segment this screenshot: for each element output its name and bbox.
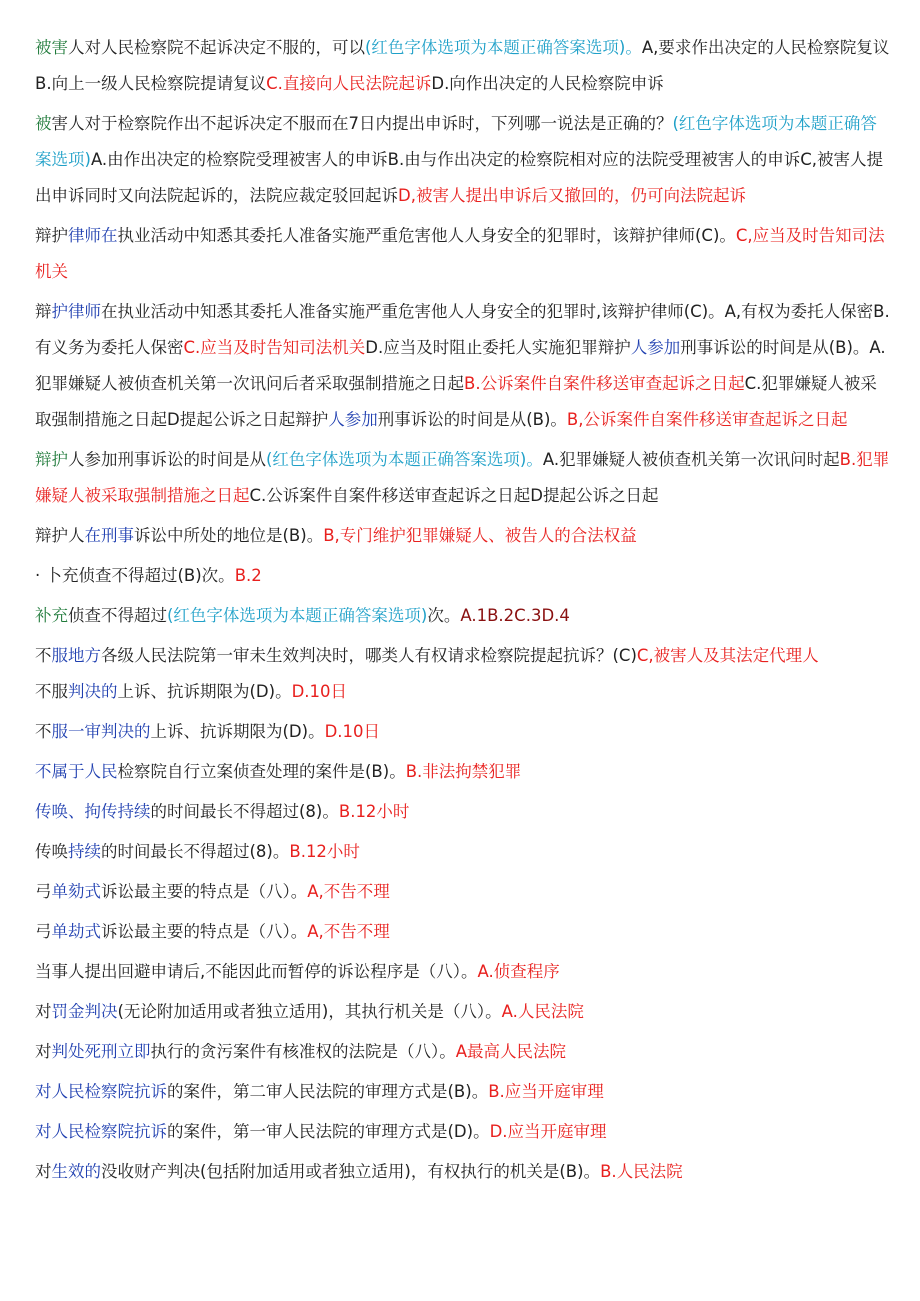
- answer-text: A.人民法院: [501, 1002, 584, 1021]
- q-supplement-1: [35, 558, 893, 594]
- question-text: 辩护: [35, 226, 68, 245]
- question-text: 判处死刑立即: [51, 1042, 151, 1061]
- question-text: 传唤: [35, 842, 68, 861]
- question-text: 没收财产判决(包括附加适用或者独立适用)，有权执行的机关是(B)。: [101, 1162, 601, 1181]
- answer-text: B.人民法院: [600, 1162, 683, 1181]
- document-body: [35, 30, 893, 1190]
- question-text: 次。: [427, 606, 461, 625]
- answer-text: B.2: [234, 566, 262, 585]
- answer-text: B,公诉案件自案件移送审查起诉之日起: [566, 410, 848, 429]
- question-text: 律师在: [68, 226, 118, 245]
- q-death-penalty: [35, 1034, 893, 1070]
- question-text: 诉讼中所处的地位是(B)。: [134, 526, 324, 545]
- question-text: 传唤、拘传持续: [35, 802, 151, 821]
- answer-text: B.12小时: [289, 842, 360, 861]
- question-text: A.由作出决定的检察院受理被害人的申诉B.由与作出决定的检察院相对应的法院受理被害人的申诉C,被害人提出申诉同时又向法院起诉的，法院应裁定驳回起诉: [35, 150, 884, 205]
- question-text: 的案件，第一审人民法院的审理方式是(D)。: [167, 1122, 490, 1141]
- question-text: 在刑事: [84, 526, 134, 545]
- q-appeal-period-2: [35, 714, 893, 750]
- hint-text: (红色字体选项为本题正确答案选项): [167, 606, 428, 625]
- question-text: 刑事诉讼的时间是从(B)。A.犯罪嫌疑人被侦查机关第一次讯问后者采取强制措施之日起: [35, 338, 886, 393]
- q-procuratorate-protest-2nd: [35, 1074, 893, 1110]
- question-text: 辩护人: [35, 526, 85, 545]
- question-text: 诉讼最主要的特点是（八）。: [101, 882, 308, 901]
- question-text: 侦查不得超过: [68, 606, 167, 625]
- q-summons-1: [35, 794, 893, 830]
- question-text: 上诉、抗诉期限为(D)。: [150, 722, 325, 741]
- question-text: 对人民检察院抗诉: [35, 1122, 167, 1141]
- question-text: 对: [35, 1162, 52, 1181]
- question-text: 持续: [68, 842, 101, 861]
- q-defender-time: [35, 442, 893, 514]
- answer-text: A最高人民法院: [455, 1042, 567, 1061]
- question-text: 刑事诉讼的时间是从(B)。: [377, 410, 567, 429]
- question-text: 对人民检察院抗诉: [35, 1082, 167, 1101]
- question-text: 上诉、抗诉期限为(D)。: [117, 682, 292, 701]
- question-text: 诉讼最主要的特点是（八）。: [101, 922, 308, 941]
- question-text: 检察院自行立案侦查处理的案件是(B)。: [117, 762, 406, 781]
- question-text: 不: [35, 722, 52, 741]
- answer-text: B,专门维护犯罪嫌疑人、被告人的合法权益: [323, 526, 637, 545]
- question-text: 辩: [35, 302, 52, 321]
- q-appeal-period-1: [35, 674, 893, 710]
- question-text: A.犯罪嫌疑人被侦查机关第一次讯问时起: [542, 450, 840, 469]
- question-text: C.犯罪嫌疑人被采取强制措施之日起D提起公诉之日起辩护: [35, 374, 877, 429]
- answer-text: B.12小时: [338, 802, 410, 821]
- question-text: 不属于人民: [35, 762, 118, 781]
- question-text: 单劾式: [51, 882, 101, 901]
- question-text: 害人对于检察院作出不起诉决定不服而在7日内提出申诉时，下列哪一说法是正确的？: [51, 114, 673, 133]
- answer-text: A,不告不理: [307, 882, 390, 901]
- q-recusal: [35, 954, 893, 990]
- question-text: 的时间最长不得超过(8)。: [150, 802, 339, 821]
- question-text: C.公诉案件自案件移送审查起诉之日起D提起公诉之日起: [249, 486, 659, 505]
- q-impeachment-1: [35, 874, 893, 910]
- q-procuratorate-protest-1st: [35, 1114, 893, 1150]
- answer-text: D.10日: [324, 722, 381, 741]
- question-text: 对: [35, 1002, 52, 1021]
- question-text: 判决的: [68, 682, 118, 701]
- hint-text: (红色字体选项为本题正确答案选项)。: [365, 38, 642, 57]
- question-text: · 卜充侦查不得超过(B)次。: [35, 566, 235, 585]
- question-text: 人参加: [630, 338, 681, 357]
- question-text: 执业活动中知悉其委托人准备实施严重危害他人人身安全的犯罪时，该辩护律师(C)。: [117, 226, 736, 245]
- question-text: 各级人民法院第一审未生效判决时，哪类人有权请求检察院提起抗诉？(C): [101, 646, 637, 665]
- question-text: D.向作出决定的人民检察院申诉: [431, 74, 664, 93]
- answer-text: A,不告不理: [307, 922, 390, 941]
- answer-text: C,被害人及其法定代理人: [636, 646, 819, 665]
- question-text: 服地方: [51, 646, 101, 665]
- q-lawyer-crime-1: [35, 218, 893, 290]
- answer-text: A.侦查程序: [477, 962, 560, 981]
- question-text: 被: [35, 114, 52, 133]
- question-text: 被害: [35, 38, 68, 57]
- question-text: 不服: [35, 682, 68, 701]
- answer-text: D.应当开庭审理: [489, 1122, 607, 1141]
- answer-text: D,被害人提出申诉后又撤回的，仍可向法院起诉: [398, 186, 746, 205]
- answer-text: C.直接向人民法院起诉: [266, 74, 432, 93]
- question-text: (无论附加适用或者独立适用)，其执行机关是（八）。: [117, 1002, 502, 1021]
- q-confiscation: [35, 1154, 893, 1190]
- hint-text: (红色字体选项为本题正确答案选项)。: [266, 450, 543, 469]
- q-protest: [35, 638, 893, 674]
- hint-text: (红色字体选项为本题正确答案选项): [35, 114, 877, 169]
- question-text: 人参加刑事诉讼的时间是从: [68, 450, 266, 469]
- q-defender-status: [35, 518, 893, 554]
- question-text: 护律师: [51, 302, 101, 321]
- question-text: 执行的贪污案件有核准权的法院是（八）。: [150, 1042, 456, 1061]
- question-text: 补充: [35, 606, 68, 625]
- question-text: 不: [35, 646, 52, 665]
- question-text: 的时间最长不得超过(8)。: [101, 842, 290, 861]
- question-text: 人参加: [328, 410, 378, 429]
- question-text: A,要求作出决定的人民检察院复议B.向上一级人民检察院提请复议: [35, 38, 890, 93]
- q-impeachment-2: [35, 914, 893, 950]
- question-text: 单劫式: [51, 922, 101, 941]
- q-summons-2: [35, 834, 893, 870]
- answer-text: B.公诉案件自案件移送审查起诉之日起: [464, 374, 745, 393]
- answer-text: B.非法拘禁犯罪: [405, 762, 522, 781]
- answer-text: C.应当及时告知司法机关: [183, 338, 366, 357]
- question-text: 服一审判决的: [51, 722, 151, 741]
- question-text: 生效的: [51, 1162, 101, 1181]
- q-fine-execution: [35, 994, 893, 1030]
- question-text: 对: [35, 1042, 52, 1061]
- q-lawyer-crime-2: [35, 294, 893, 438]
- question-text: 人对人民检察院不起诉决定不服的，可以: [68, 38, 365, 57]
- q-self-investigation: [35, 754, 893, 790]
- question-text: 弓: [35, 922, 52, 941]
- answer-text: C,应当及时告知司法机关: [35, 226, 885, 281]
- question-text: A.1B.2C.3D.4: [460, 606, 570, 625]
- question-text: 当事人提出回避申请后,不能因此而暂停的诉讼程序是（八）。: [35, 962, 478, 981]
- question-text: 在执业活动中知悉其委托人准备实施严重危害他人人身安全的犯罪时,该辩护律师(C)。A,有权为委托人保密B.有义务为委托人保密: [35, 302, 890, 357]
- question-text: 弓: [35, 882, 52, 901]
- q-victim-appeal-7days: [35, 106, 893, 214]
- question-text: 的案件，第二审人民法院的审理方式是(B)。: [167, 1082, 489, 1101]
- answer-text: D.10日: [291, 682, 348, 701]
- q-victim-non-prosecution: [35, 30, 893, 102]
- answer-text: B.应当开庭审理: [488, 1082, 604, 1101]
- q-supplement-2: [35, 598, 893, 634]
- question-text: 辩护: [35, 450, 68, 469]
- answer-text: B.犯罪嫌疑人被采取强制措施之日起: [35, 450, 890, 505]
- question-text: D.应当及时阻止委托人实施犯罪辩护: [365, 338, 631, 357]
- question-text: 罚金判决: [51, 1002, 118, 1021]
